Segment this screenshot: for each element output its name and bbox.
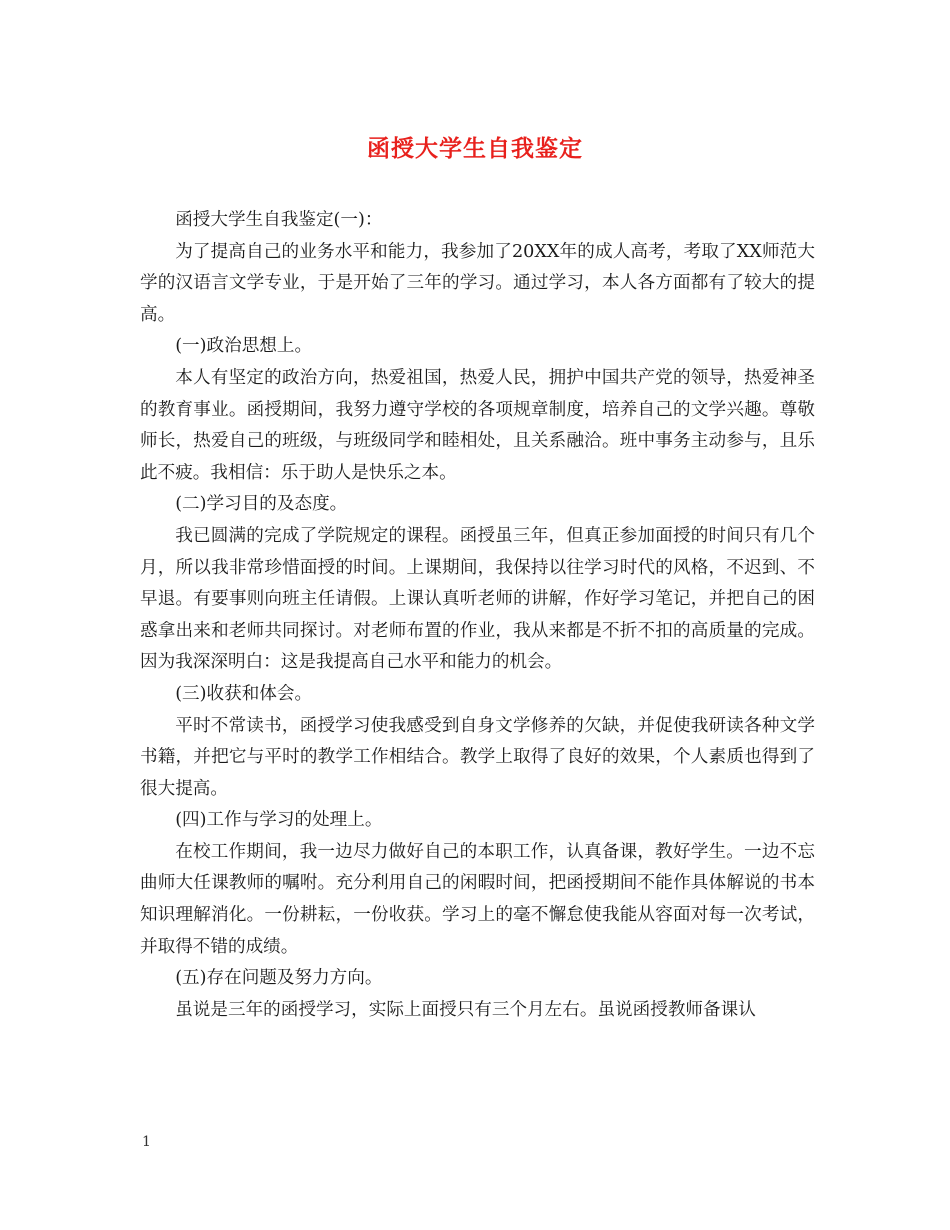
paragraph-politics: 本人有坚定的政治方向，热爱祖国，热爱人民，拥护中国共产党的领导，热爱神圣的教育事业。函授期间，我努力遵守学校的各项规章制度，培养自己的文学兴趣。尊敬师长，热爱自己的班级，与班级同学和睦相处，且关系融洽。班中事务主动参与，且乐此不疲。我相信：乐于助人是快乐之本。	[140, 367, 815, 483]
document-title: 函授大学生自我鉴定	[367, 135, 583, 162]
paragraph-problems: 虽说是三年的函授学习，实际上面授只有三个月左右。虽说函授教师备课认	[175, 999, 756, 1020]
page-number: 1	[142, 1134, 151, 1150]
section-heading-study-attitude: (二)学习目的及态度。	[175, 494, 348, 515]
paragraph-gains: 平时不常读书，函授学习使我感受到自身文学修养的欠缺，并促使我研读各种文学书籍，并把它与平时的教学工作相结合。教学上取得了良好的效果，个人素质也得到了很大提高。	[140, 715, 815, 799]
document-body	[140, 205, 815, 1026]
section-heading-problems: (五)存在问题及努力方向。	[175, 968, 383, 989]
paragraph-intro-heading: 函授大学生自我鉴定(一)：	[175, 210, 383, 230]
paragraph-study-attitude: 我已圆满的完成了学院规定的课程。函授虽三年，但真正参加面授的时间只有几个月，所以我非常珍惜面授的时间。上课期间，我保持以往学习时代的风格，不迟到、不早退。有要事则向班主任请假。上课认真听老师的讲解，作好学习笔记，并把自己的困惑拿出来和老师共同探讨。对老师布置的作业，我从来都是不折不扣的高质量的完成。因为我深深明白：这是我提高自己水平和能力的机会。	[140, 525, 815, 673]
section-heading-work-study: (四)工作与学习的处理上。	[175, 810, 383, 831]
paragraph-intro: 为了提高自己的业务水平和能力，我参加了20XX年的成人高考，考取了XX师范大学的汉语言文学专业，于是开始了三年的学习。通过学习，本人各方面都有了较大的提高。	[140, 241, 815, 325]
paragraph-work-study: 在校工作期间，我一边尽力做好自己的本职工作，认真备课，教好学生。一边不忘曲师大任课教师的嘱咐。充分利用自己的闲暇时间，把函授期间不能作具体解说的书本知识理解消化。一份耕耘，一份收获。学习上的毫不懈怠使我能从容面对每一次考试，并取得不错的成绩。	[140, 841, 815, 957]
section-heading-gains: (三)收获和体会。	[175, 683, 313, 704]
section-heading-politics: (一)政治思想上。	[175, 336, 313, 357]
